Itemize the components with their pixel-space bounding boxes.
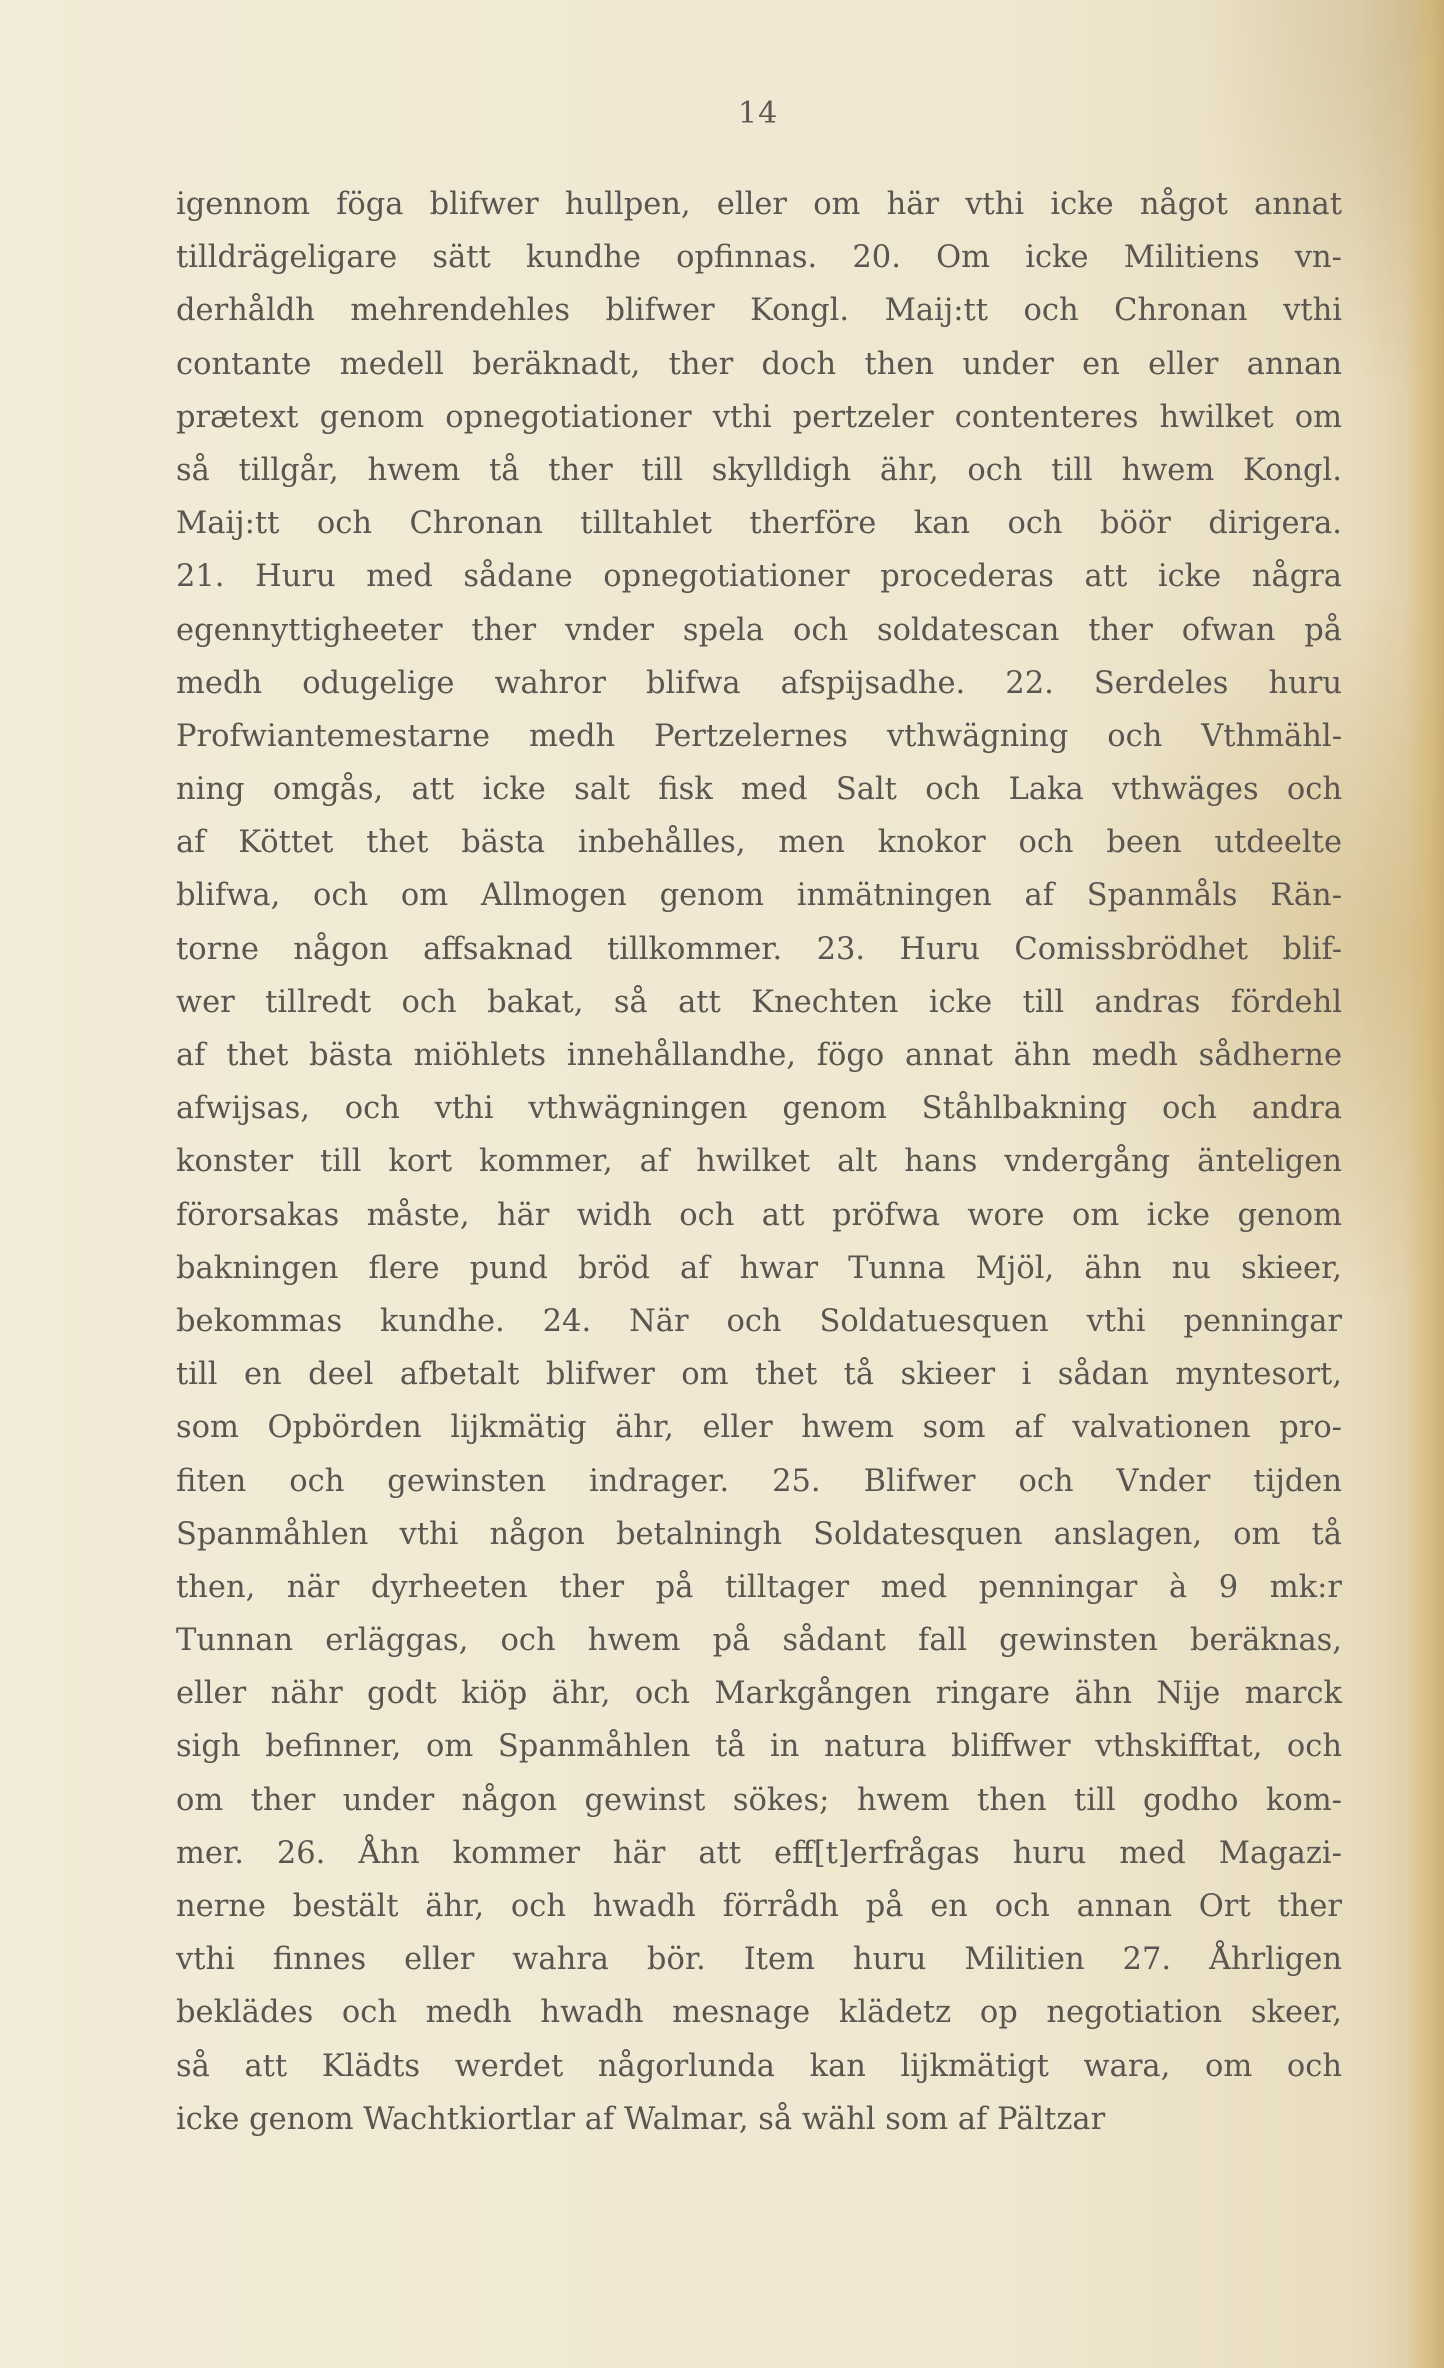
text-line-27: then, när dyrheeten ther på tilltager med penningar à 9 mk:r — [176, 1569, 1342, 1605]
page-number: 14 — [738, 96, 779, 131]
text-line-15: torne någon affsaknad tillkommer. 23. Huru Comissbrödhet blif- — [176, 931, 1342, 967]
text-line-22: bekommas kundhe. 24. När och Soldatuesquen vthi penningar — [176, 1303, 1342, 1339]
text-line-17: af thet bästa miöhlets innehållandhe, fögo annat ähn medh sådherne — [176, 1038, 1342, 1073]
text-line-13: af Köttet thet bästa inbehålles, men knokor och been utdeelte — [176, 825, 1342, 861]
text-line-19: konster till kort kommer, af hwilket alt hans vndergång änteligen — [176, 1144, 1342, 1180]
text-line-5: prætext genom opnegotiationer vthi pertzeler contenteres hwilket om — [176, 399, 1342, 435]
text-line-3: derhåldh mehrendehles blifwer Kongl. Maij:tt och Chronan vthi — [176, 293, 1342, 329]
text-line-21: bakningen flere pund bröd af hwar Tunna Mjöl, ähn nu skieer, — [176, 1250, 1342, 1286]
text-line-7: Maij:tt och Chronan tilltahlet therföre kan och böör dirigera. — [176, 506, 1342, 542]
text-line-18: afwijsas, och vthi vthwägningen genom Ståhlbakning och andra — [176, 1091, 1342, 1127]
text-line-23: till en deel afbetalt blifwer om thet tå skieer i sådan myntesort, — [176, 1357, 1342, 1393]
text-line-10: medh odugelige wahror blifwa afspijsadhe. 22. Serdeles huru — [176, 665, 1342, 701]
text-line-9: egennyttigheeter ther vnder spela och soldatescan ther ofwan på — [176, 612, 1342, 648]
text-line-32: mer. 26. Åhn kommer här att eff[t]erfrågas huru med Magazi- — [176, 1835, 1342, 1871]
page-edge-stain — [1406, 0, 1444, 2368]
text-line-33: nerne bestält ähr, och hwadh förrådh på en och annan Ort ther — [176, 1889, 1342, 1924]
text-line-34: vthi finnes eller wahra bör. Item huru Militien 27. Åhrligen — [176, 1942, 1342, 1978]
text-line-4: contante medell beräknadt, ther doch then under en eller annan — [176, 346, 1342, 382]
text-line-24: som Opbörden lijkmätig ähr, eller hwem som af valvationen pro- — [176, 1410, 1342, 1446]
text-line-28: Tunnan erläggas, och hwem på sådant fall gewinsten beräknas, — [176, 1623, 1342, 1659]
text-line-37: icke genom Wachtkiortlar af Walmar, så wähl som af Pältzar — [176, 2101, 1106, 2137]
text-line-31: om ther under någon gewinst sökes; hwem then till godho kom- — [176, 1782, 1342, 1818]
text-line-29: eller nähr godt kiöp ähr, och Markgången ringare ähn Nije marck — [176, 1676, 1342, 1712]
text-line-36: så att Klädts werdet någorlunda kan lijkmätigt wara, om och — [176, 2048, 1342, 2084]
text-line-20: förorsakas måste, här widh och att pröfwa wore om icke genom — [176, 1197, 1342, 1233]
text-line-12: ning omgås, att icke salt fisk med Salt och Laka vthwäges och — [176, 772, 1342, 808]
text-line-1: igennom föga blifwer hullpen, eller om här vthi icke något annat — [176, 187, 1342, 222]
text-line-26: Spanmåhlen vthi någon betalningh Soldatesquen anslagen, om tå — [176, 1516, 1342, 1552]
body-text — [176, 178, 1342, 2146]
text-line-2: tilldrägeligare sätt kundhe opfinnas. 20. Om icke Militiens vn- — [176, 240, 1342, 276]
text-line-11: Profwiantemestarne medh Pertzelernes vthwägning och Vthmähl- — [176, 718, 1342, 754]
text-line-16: wer tillredt och bakat, så att Knechten icke till andras fördehl — [176, 984, 1342, 1020]
text-line-25: fiten och gewinsten indrager. 25. Blifwer och Vnder tijden — [176, 1463, 1342, 1499]
text-line-14: blifwa, och om Allmogen genom inmätningen af Spanmåls Rän- — [176, 878, 1342, 914]
text-line-6: så tillgår, hwem tå ther till skylldigh ähr, och till hwem Kongl. — [176, 452, 1342, 488]
text-line-8: 21. Huru med sådane opnegotiationer procederas att icke några — [176, 559, 1342, 595]
text-line-30: sigh befinner, om Spanmåhlen tå in natura bliffwer vthskifftat, och — [176, 1729, 1342, 1765]
text-line-35: beklädes och medh hwadh mesnage klädetz op negotiation skeer, — [176, 1995, 1342, 2031]
